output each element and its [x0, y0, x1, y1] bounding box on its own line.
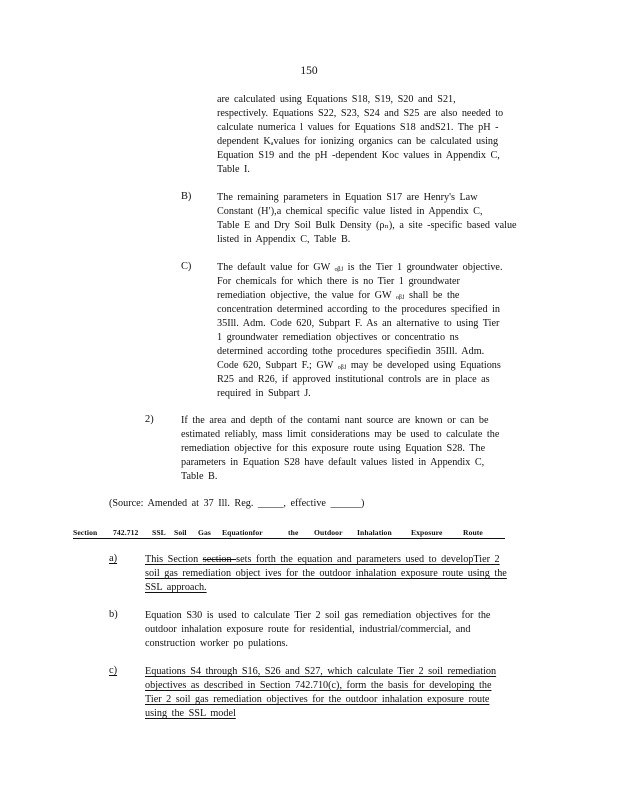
source-note: (Source: Amended at 37 Ill. Reg. _____, effective ______)	[109, 498, 365, 509]
paragraph-line: outdoor inhalation exposure route for residential, industrial/commercial, and	[145, 624, 471, 635]
heading-word: Exposure	[411, 528, 443, 537]
paragraph-line: listed in Appendix C, Table B.	[217, 234, 351, 245]
paragraph-line: required in Subpart J.	[217, 388, 311, 399]
paragraph-line: are calculated using Equations S18, S19, S20 and S21,	[217, 94, 456, 105]
struck-text: section	[202, 554, 237, 565]
sub-a-label: a)	[109, 553, 118, 564]
sub-a-text: This Section	[145, 554, 203, 565]
paragraph-line: parameters in Equation S28 have default values listed in Appendix C,	[181, 457, 485, 468]
paragraph-line: remediation objective for this exposure route using Equation S28. The	[181, 443, 486, 454]
paragraph-line: If the area and depth of the contami nant source are known or can be	[181, 415, 489, 426]
heading-word: Inhalation	[357, 528, 392, 537]
heading-word: Gas	[198, 528, 211, 537]
paragraph-line: respectively. Equations S22, S23, S24 and S25 are also needed to	[217, 108, 504, 119]
paragraph-line: calculate numerica l values for Equations S18 andS21. The pH -	[217, 122, 499, 133]
sub-b-label: b)	[109, 609, 118, 620]
item-2-label: 2)	[145, 414, 154, 425]
paragraph-line: Equations S4 through S16, S26 and S27, which calculate Tier 2 soil remediation	[145, 666, 497, 677]
paragraph-line: dependent Kₐvalues for ionizing organics can be calculated using	[217, 136, 499, 147]
heading-section-number: 742.712	[113, 528, 139, 537]
item-c-label: C)	[181, 261, 192, 272]
heading-underline	[73, 538, 505, 539]
paragraph-line	[145, 553, 500, 567]
paragraph-line: SSL approach.	[145, 582, 207, 593]
paragraph-line: Table I.	[217, 164, 250, 175]
paragraph-line: 1 groundwater remediation objectives or concentratio ns	[217, 332, 459, 343]
paragraph-line: Constant (H′),a chemical specific value listed in Appendix C,	[217, 206, 483, 217]
heading-word: Route	[463, 528, 483, 537]
heading-word: Equationfor	[222, 528, 263, 537]
paragraph-line: Table B.	[181, 471, 218, 482]
paragraph-line: The default value for GW ₒᵦⱼ is the Tier 1 groundwater objective.	[217, 262, 503, 273]
paragraph-line: Code 620, Subpart F.; GW ₒᵦⱼ may be developed using Equations	[217, 360, 501, 371]
paragraph-line: Equation S19 and the pH -dependent Koc values in Appendix C,	[217, 150, 500, 161]
paragraph-line: Table E and Dry Soil Bulk Density (ρₙ), a site -specific based value	[217, 220, 517, 231]
paragraph-line: objectives as described in Section 742.710(c), form the basis for developing the	[145, 680, 492, 691]
item-b-label: B)	[181, 191, 192, 202]
paragraph-line: estimated reliably, mass limit considerations may be used to calculate the	[181, 429, 500, 440]
paragraph-line: using the SSL model	[145, 708, 236, 719]
heading-word: SSL	[152, 528, 166, 537]
paragraph-line: remediation objective, the value for GW ₒᵦⱼ shall be the	[217, 290, 460, 301]
paragraph-line: The remaining parameters in Equation S17 are Henry's Law	[217, 192, 478, 203]
paragraph-line: determined according tothe procedures specifiedin 35Ill. Adm.	[217, 346, 485, 357]
paragraph-line: concentration determined according to the procedures specified in	[217, 304, 501, 315]
heading-word: the	[288, 528, 299, 537]
paragraph-line: soil gas remediation object ives for the outdoor inhalation exposure route using the	[145, 568, 507, 579]
page-number: 150	[300, 65, 318, 77]
paragraph-line: 35Ill. Adm. Code 620, Subpart F. As an alternative to using Tier	[217, 318, 500, 329]
sub-c-label: c)	[109, 665, 118, 676]
heading-word: Soil	[174, 528, 187, 537]
paragraph-line: Tier 2 soil gas remediation objectives for the outdoor inhalation exposure route	[145, 694, 490, 705]
paragraph-line: Equation S30 is used to calculate Tier 2 soil gas remediation objectives for the	[145, 610, 491, 621]
paragraph-line: R25 and R26, if approved institutional controls are in place as	[217, 374, 490, 385]
paragraph-line: For chemicals for which there is no Tier 1 groundwater	[217, 276, 460, 287]
sub-a-text: sets forth the equation and parameters used to developTier 2	[236, 554, 500, 565]
heading-word: Outdoor	[314, 528, 343, 537]
heading-section-word: Section	[73, 528, 98, 537]
paragraph-line: construction worker po pulations.	[145, 638, 288, 649]
